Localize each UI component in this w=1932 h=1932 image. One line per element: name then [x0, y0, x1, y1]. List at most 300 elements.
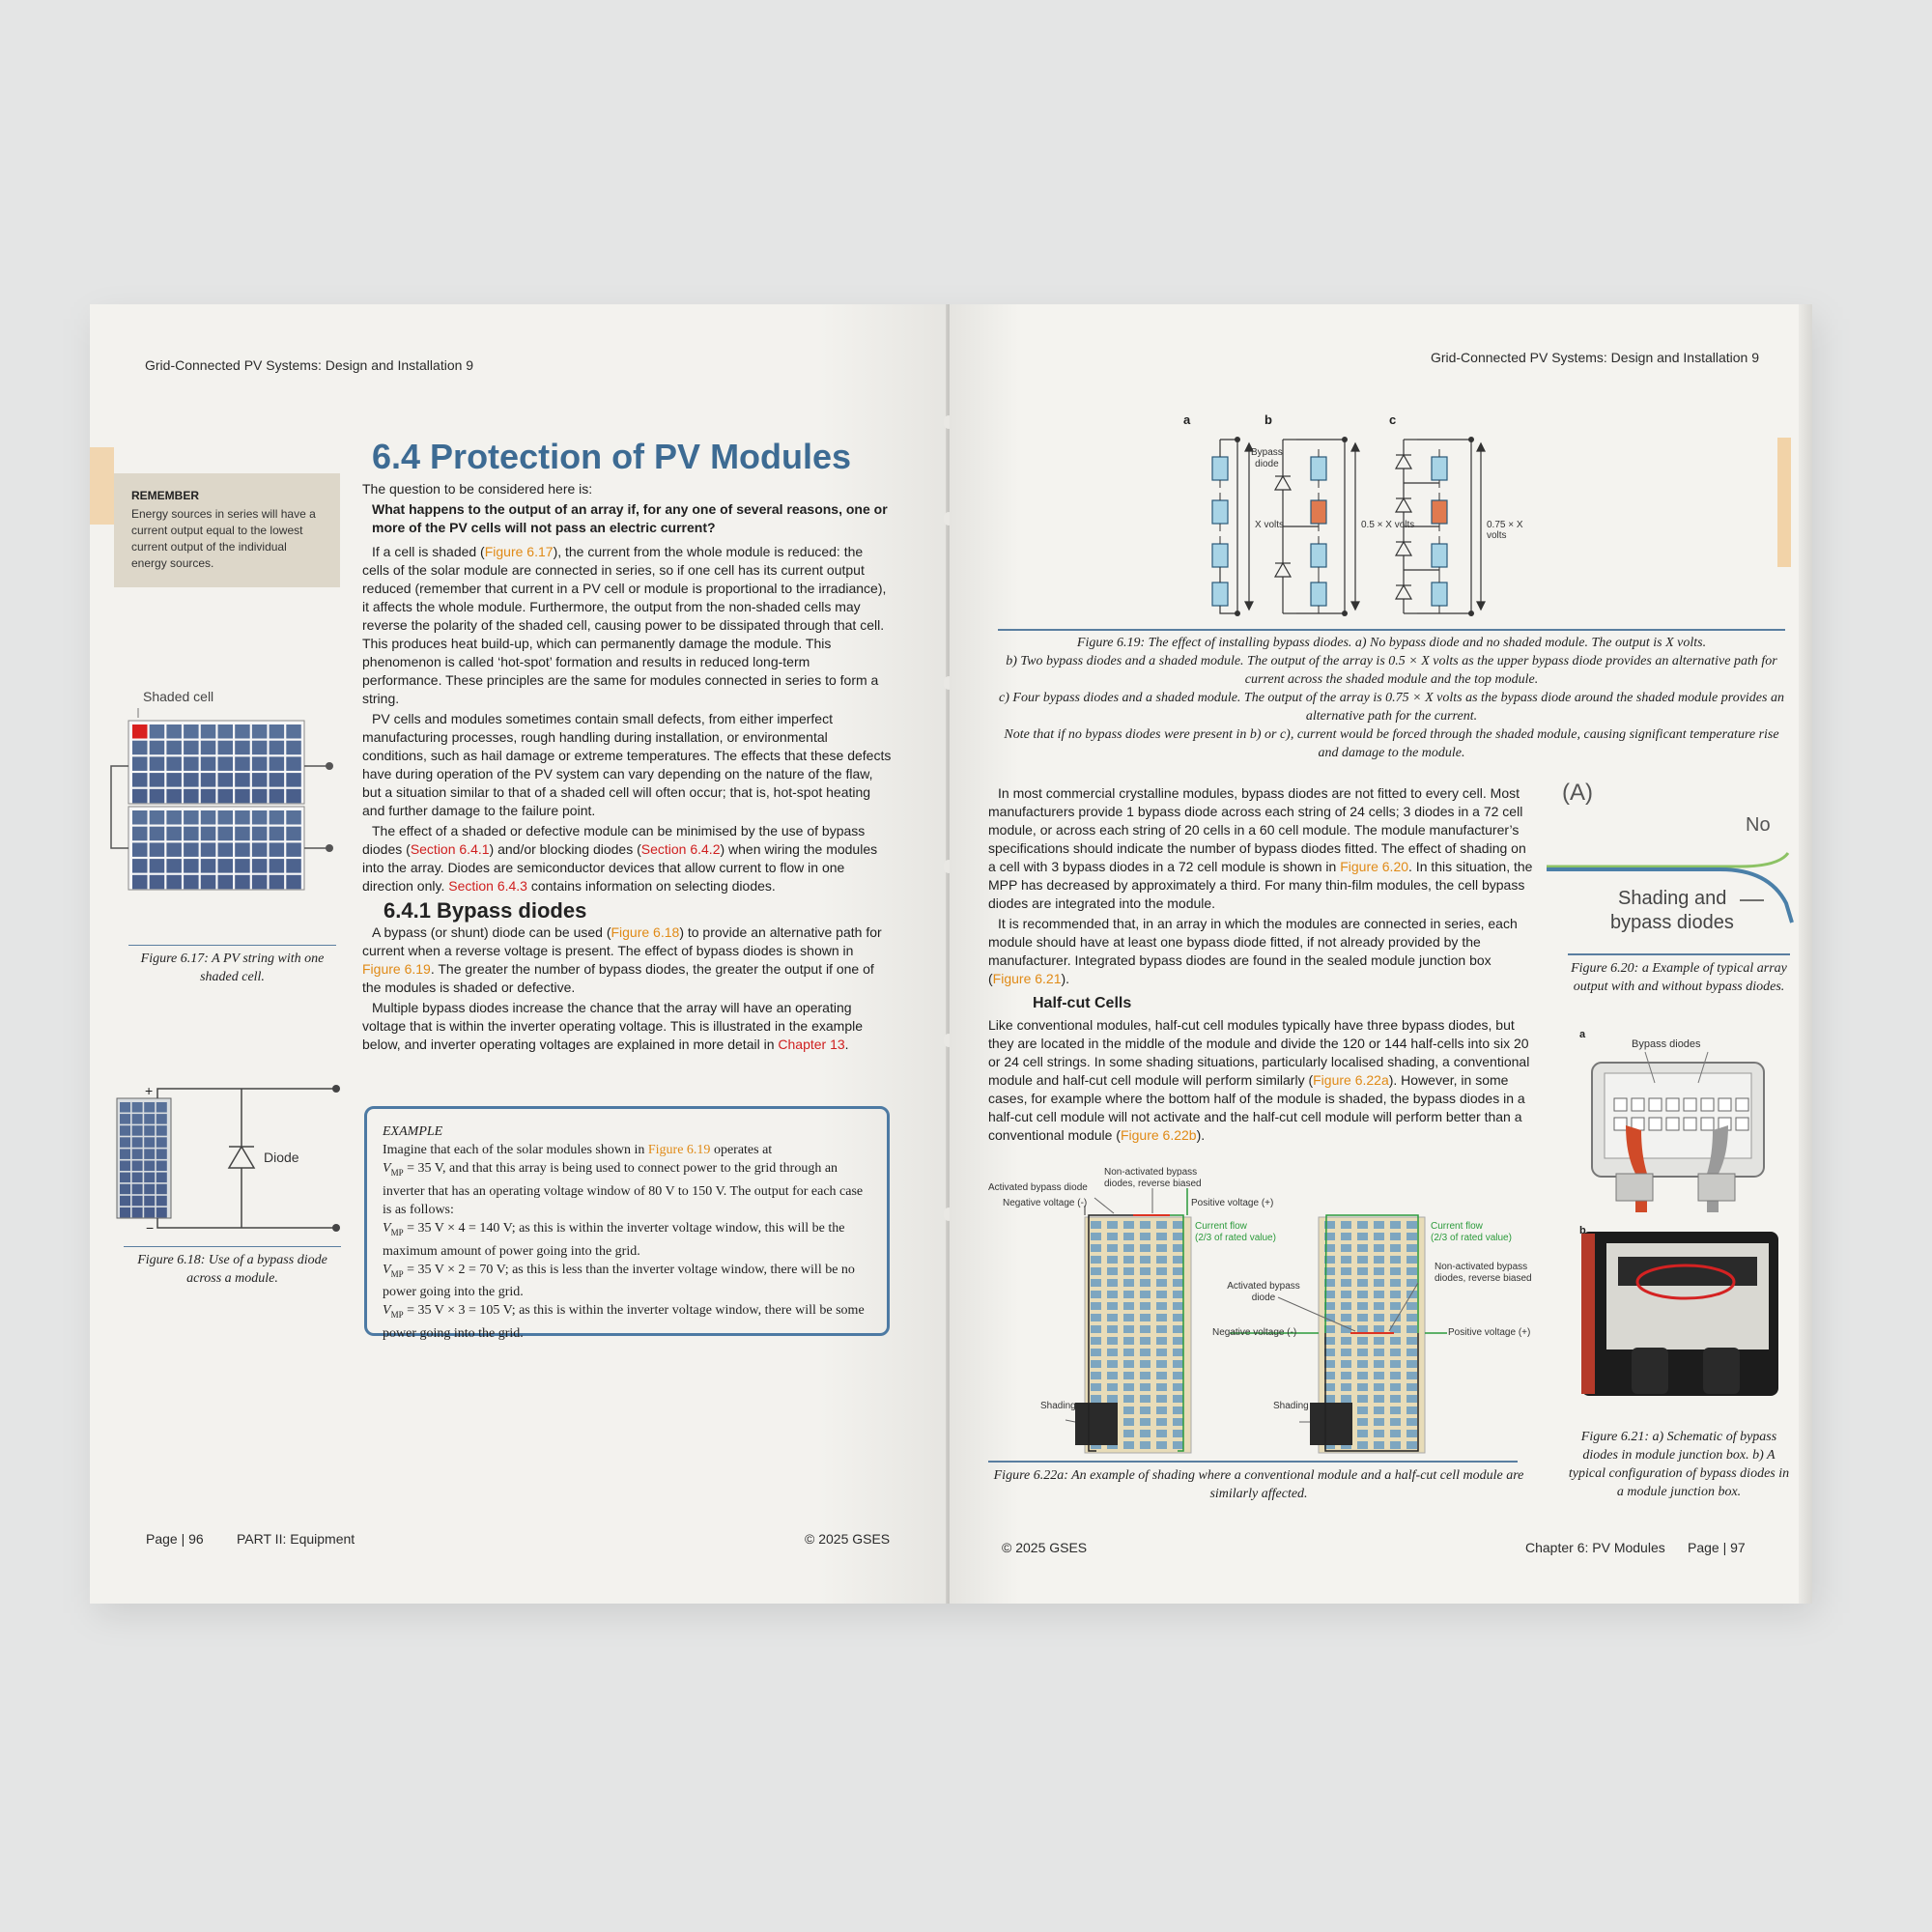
- module-cell: [1123, 1291, 1134, 1298]
- activated-diode-label: Activated bypass diode: [988, 1182, 1088, 1193]
- module-cell: [1107, 1256, 1118, 1264]
- module-cell: [1173, 1302, 1183, 1310]
- figure-6-17-caption: Figure 6.17: A PV string with one shaded cell.: [140, 952, 325, 984]
- pv-cell: [235, 810, 250, 825]
- negative-voltage-label-2: Negative voltage (-): [1212, 1327, 1297, 1338]
- pv-cell: [144, 1137, 155, 1148]
- module-cell: [1406, 1372, 1417, 1379]
- module-cell: [1123, 1302, 1134, 1310]
- voltage-a: X volts: [1255, 520, 1285, 530]
- module-cell: [1406, 1221, 1417, 1229]
- pv-cell: [218, 756, 234, 771]
- module-cell: [1091, 1267, 1101, 1275]
- module-cell: [1140, 1221, 1151, 1229]
- module-cell: [1390, 1430, 1401, 1437]
- link-section-6-4-1[interactable]: Section 6.4.1: [410, 841, 490, 857]
- running-header: Grid-Connected PV Systems: Design and Installation 9: [1430, 350, 1759, 365]
- pv-cell: [156, 1102, 167, 1113]
- pv-cell: [150, 756, 165, 771]
- pv-cell: [235, 724, 250, 739]
- module-cell: [1357, 1395, 1368, 1403]
- module-cell: [1357, 1233, 1368, 1240]
- module-cell: [1156, 1406, 1167, 1414]
- pv-cell: [270, 827, 285, 841]
- module-cell: [1173, 1441, 1183, 1449]
- module-cell: [1156, 1430, 1167, 1437]
- module-cell: [1156, 1267, 1167, 1275]
- pv-cell: [150, 724, 165, 739]
- link-figure-6-20[interactable]: Figure 6.20: [1340, 859, 1409, 874]
- module-cell: [1091, 1221, 1101, 1229]
- module-cell: [1091, 1325, 1101, 1333]
- paragraph-1: If a cell is shaded (Figure 6.17), the current from the whole module is reduced: the cells of the solar module are connected in series, so if one cell has its current output reduced (remember that current in a PV cell or module is proportional to the irradiance), it affects the whole module. Furthermore, the output from the non-shaded cells may reverse the polarity of the shaded cell, causing power to be dissipated through that cell. This produces heat build-up, which can permanently damage the module. This phenomenon is called ‘hot-spot’ formation and results in reduced long-term performance. These principles are the same for modules connected in series to form a string.: [362, 544, 887, 706]
- module-cell: [1374, 1267, 1384, 1275]
- page-number: Page | 96: [146, 1531, 204, 1547]
- pv-cell: [156, 1161, 167, 1172]
- pv-cell: [120, 1137, 130, 1148]
- junction-box-illustrations: [1568, 1029, 1790, 1415]
- chart-label-a: (A): [1562, 780, 1593, 806]
- module-cell: [1173, 1395, 1183, 1403]
- pv-cell: [184, 724, 199, 739]
- module-cell: [1173, 1430, 1183, 1437]
- pv-cell: [218, 842, 234, 857]
- pv-cell: [286, 756, 301, 771]
- pv-cell: [144, 1114, 155, 1124]
- module-cell: [1390, 1372, 1401, 1379]
- module-cell: [1406, 1337, 1417, 1345]
- module-cell: [1107, 1337, 1118, 1345]
- module-cell: [1107, 1325, 1118, 1333]
- pv-cell: [252, 741, 268, 755]
- pv-cell: [120, 1161, 130, 1172]
- pv-cell: [150, 741, 165, 755]
- module-cell: [1341, 1337, 1351, 1345]
- pv-cell: [166, 789, 182, 804]
- figure-6-19-caption: Figure 6.19: The effect of installing bypass diodes. a) No bypass diode and no shaded module. The output is X volts. b) Two bypass diodes and a shaded module. The output of the array is 0.5 × X volts as the upper bypass diode provides an alternative path for current across the shaded module and the top module. c) Four bypass diodes and a shaded module. The output of the array is 0.75 × X volts as the bypass diode around the shaded module provides an alternative path for the current. Note that if no bypass diodes were present in b) or c), current would be forced through the shaded module, causing significant temperature rise and damage to the module.: [999, 636, 1784, 760]
- module-cell: [1156, 1233, 1167, 1240]
- module-cell: [1406, 1418, 1417, 1426]
- module-cell: [1406, 1244, 1417, 1252]
- figure-6-22a: [988, 1169, 1539, 1459]
- terminal-screw: [1632, 1098, 1644, 1111]
- pv-cell: [132, 741, 148, 755]
- module-cell: [1107, 1372, 1118, 1379]
- pv-cell: [132, 875, 148, 890]
- module-cell: [1357, 1267, 1368, 1275]
- module-cell: [1357, 1244, 1368, 1252]
- module-cell: [1107, 1395, 1118, 1403]
- pv-cell: [286, 724, 301, 739]
- pv-cell: [218, 724, 234, 739]
- module-cell: [1123, 1337, 1134, 1345]
- pv-cell: [144, 1208, 155, 1218]
- pv-cell: [156, 1125, 167, 1136]
- legend-no: No: [1746, 814, 1771, 836]
- module-cell: [1390, 1395, 1401, 1403]
- module-cell: [1140, 1395, 1151, 1403]
- module-cell: [1107, 1302, 1118, 1310]
- module-cell: [1156, 1349, 1167, 1356]
- pv-cell: [235, 859, 250, 873]
- pv-cell: [201, 741, 216, 755]
- module-cell: [1123, 1430, 1134, 1437]
- module-cell: [1173, 1349, 1183, 1356]
- label-c: c: [1389, 412, 1397, 427]
- pv-cell: [201, 875, 216, 890]
- pv-cell: [150, 789, 165, 804]
- module-cell: [1107, 1291, 1118, 1298]
- example-case-3: $V_{MP} = 35$ V × 3 = 105 V; as this is within the inverter voltage window, there will be some power going into the grid.: [383, 1303, 865, 1342]
- shading-label-2: Shading: [1273, 1401, 1309, 1411]
- link-figure-6-21[interactable]: Figure 6.21: [992, 971, 1062, 986]
- pv-cell: [201, 789, 216, 804]
- link-figure-6-19-example[interactable]: Figure 6.19: [647, 1143, 711, 1157]
- pv-cell: [235, 842, 250, 857]
- pv-cell: [252, 859, 268, 873]
- link-section-6-4-2[interactable]: Section 6.4.2: [640, 841, 721, 857]
- pv-cell: [286, 810, 301, 825]
- pv-cell: [144, 1196, 155, 1207]
- module-cell: [1406, 1256, 1417, 1264]
- module-cell: [1123, 1233, 1134, 1240]
- pv-cell: [150, 827, 165, 841]
- module-cell: [1173, 1244, 1183, 1252]
- module-cell: [1390, 1221, 1401, 1229]
- module-cell: [1341, 1244, 1351, 1252]
- module-cell: [1091, 1302, 1101, 1310]
- module-cell: [1123, 1221, 1134, 1229]
- pv-cell: [144, 1184, 155, 1195]
- pv-cell: [252, 842, 268, 857]
- pv-cell: [184, 773, 199, 787]
- label-b: b: [1264, 412, 1272, 427]
- module-cell: [1140, 1314, 1151, 1321]
- pv-cell: [201, 827, 216, 841]
- module-cell: [1123, 1314, 1134, 1321]
- pv-cell: [218, 810, 234, 825]
- module-cell: [1173, 1418, 1183, 1426]
- minus-sign: −: [146, 1220, 155, 1236]
- module-cell: [1357, 1372, 1368, 1379]
- pv-cell: [120, 1208, 130, 1218]
- pv-cell: [270, 810, 285, 825]
- module-cell: [1374, 1256, 1384, 1264]
- pv-cell: [156, 1149, 167, 1159]
- pv-cell: [132, 1125, 143, 1136]
- intro-text: The question to be considered here is:: [362, 481, 593, 497]
- module-cell: [1341, 1291, 1351, 1298]
- pv-cell: [166, 756, 182, 771]
- pv-cell: [156, 1184, 167, 1195]
- module-cell: [1107, 1279, 1118, 1287]
- module-cell: [1091, 1349, 1101, 1356]
- pv-cell: [150, 875, 165, 890]
- page-number: Page | 97: [1688, 1540, 1746, 1555]
- part-label: PART II: Equipment: [237, 1531, 355, 1547]
- diode-label: Diode: [264, 1150, 299, 1165]
- module-cell: [1173, 1360, 1183, 1368]
- pv-module: [1212, 457, 1228, 480]
- module-cell: [1341, 1395, 1351, 1403]
- half-cut-title: Half-cut Cells: [1033, 995, 1132, 1011]
- pv-cell: [132, 724, 148, 739]
- pv-cell: [166, 773, 182, 787]
- module-cell: [1357, 1279, 1368, 1287]
- module-cell: [1140, 1406, 1151, 1414]
- module-cell: [1357, 1383, 1368, 1391]
- module-cell: [1091, 1314, 1101, 1321]
- pv-cell: [144, 1125, 155, 1136]
- pv-cell: [156, 1173, 167, 1183]
- terminal-screw: [1684, 1118, 1696, 1130]
- copyright: © 2025 GSES: [805, 1531, 891, 1547]
- fig-rule: [128, 945, 336, 946]
- module-cell: [1107, 1349, 1118, 1356]
- module-cell: [1357, 1349, 1368, 1356]
- module-cell: [1341, 1349, 1351, 1356]
- module-cell: [1390, 1406, 1401, 1414]
- pv-cell: [184, 859, 199, 873]
- figure-6-18: [109, 1077, 341, 1251]
- module-cell: [1140, 1360, 1151, 1368]
- module-cell: [1357, 1360, 1368, 1368]
- example-case-1: $V_{MP} = 35$ V × 4 = 140 V; as this is within the inverter voltage window, this will be the maximum amount of power going into the grid.: [383, 1220, 845, 1259]
- module-cell: [1341, 1314, 1351, 1321]
- pv-cell: [218, 789, 234, 804]
- pv-cell: [201, 842, 216, 857]
- pv-cell: [286, 789, 301, 804]
- module-cell: [1374, 1244, 1384, 1252]
- module-cell: [1374, 1383, 1384, 1391]
- module-cell: [1107, 1314, 1118, 1321]
- pv-cell: [132, 827, 148, 841]
- pv-cell: [120, 1184, 130, 1195]
- link-chapter-13[interactable]: Chapter 13: [778, 1037, 845, 1052]
- module-cell: [1140, 1267, 1151, 1275]
- link-section-6-4-3[interactable]: Section 6.4.3: [448, 878, 527, 894]
- module-cell: [1374, 1314, 1384, 1321]
- module-cell: [1173, 1267, 1183, 1275]
- module-cell: [1173, 1383, 1183, 1391]
- page-tab: [1777, 438, 1791, 567]
- pv-cell: [166, 724, 182, 739]
- link-figure-6-18[interactable]: Figure 6.18: [611, 924, 680, 940]
- module-cell: [1357, 1291, 1368, 1298]
- module-cell: [1156, 1337, 1167, 1345]
- module-cell: [1374, 1291, 1384, 1298]
- module-cell: [1107, 1244, 1118, 1252]
- module-cell: [1374, 1279, 1384, 1287]
- module-cell: [1156, 1383, 1167, 1391]
- shaded-cell-label: Shaded cell: [143, 689, 214, 704]
- figure-6-21-caption: Figure 6.21: a) Schematic of bypass diodes in module junction box. b) A typical configuration of bypass diodes in a module junction box.: [1568, 1430, 1790, 1499]
- module-cell: [1140, 1349, 1151, 1356]
- module-cell: [1123, 1325, 1134, 1333]
- shading-module-diagrams: [988, 1169, 1539, 1459]
- module-cell: [1156, 1256, 1167, 1264]
- current-flow-label: Current flow (2/3 of rated value): [1195, 1221, 1276, 1243]
- module-cell: [1357, 1337, 1368, 1345]
- module-cell: [1173, 1221, 1183, 1229]
- module-cell: [1390, 1233, 1401, 1240]
- module-cell: [1156, 1395, 1167, 1403]
- pv-cell: [156, 1196, 167, 1207]
- pv-cell: [235, 756, 250, 771]
- pv-module: [1432, 582, 1447, 606]
- link-figure-6-17[interactable]: Figure 6.17: [484, 544, 554, 559]
- module-cell: [1406, 1267, 1417, 1275]
- pv-cell: [150, 773, 165, 787]
- pv-cell: [235, 789, 250, 804]
- pv-cell: [166, 875, 182, 890]
- pv-module: [1432, 544, 1447, 567]
- module-cell: [1406, 1441, 1417, 1449]
- pv-cell: [286, 741, 301, 755]
- module-cell: [1123, 1279, 1134, 1287]
- paragraph-2: PV cells and modules sometimes contain small defects, from either imperfect manufacturing processes, rough handling during installation, or environmental conditions, such as hail damage or extreme temperatures. The effects that these defects have during operation of the PV system can vary depending on the nature of the flaw, but a situation similar to that of a shaded cell will often occur; that is, hot-spot heating and further damage to the failure point.: [362, 711, 892, 818]
- link-figure-6-22b[interactable]: Figure 6.22b: [1120, 1127, 1197, 1143]
- fig-rule: [124, 1246, 341, 1247]
- terminal-screw: [1649, 1098, 1662, 1111]
- link-figure-6-19[interactable]: Figure 6.19: [362, 961, 431, 977]
- figure-6-21: [1568, 1029, 1790, 1415]
- pv-cell: [270, 875, 285, 890]
- pv-cell: [270, 789, 285, 804]
- pv-cell: [270, 724, 285, 739]
- pv-cell: [270, 773, 285, 787]
- module-cell: [1374, 1349, 1384, 1356]
- module-cell: [1173, 1337, 1183, 1345]
- module-cell: [1406, 1302, 1417, 1310]
- pv-cell: [132, 842, 148, 857]
- pv-module: [1311, 582, 1326, 606]
- module-cell: [1390, 1279, 1401, 1287]
- pv-cell: [252, 875, 268, 890]
- module-cell: [1091, 1279, 1101, 1287]
- figure-6-22a-caption: Figure 6.22a: An example of shading where a conventional module and a half-cut cell module are similarly affected.: [993, 1468, 1524, 1501]
- module-cell: [1406, 1314, 1417, 1321]
- pv-cell: [132, 1149, 143, 1159]
- module-cell: [1091, 1395, 1101, 1403]
- module-cell: [1357, 1406, 1368, 1414]
- pv-cell: [184, 756, 199, 771]
- pv-cell: [166, 827, 182, 841]
- module-cell: [1357, 1418, 1368, 1426]
- pv-cell: [132, 1196, 143, 1207]
- pv-cell: [132, 1173, 143, 1183]
- module-cell: [1156, 1372, 1167, 1379]
- pv-cell: [166, 842, 182, 857]
- pv-cell: [286, 842, 301, 857]
- module-cell: [1357, 1430, 1368, 1437]
- module-cell: [1156, 1221, 1167, 1229]
- figure-6-17: [109, 689, 341, 921]
- pv-cell: [132, 756, 148, 771]
- module-cell: [1140, 1441, 1151, 1449]
- paragraph-2: It is recommended that, in an array in which the modules are connected in series, each module should have at least one bypass diode fitted, if not already provided by the manufacturer. Integrated bypass diodes are found in the sealed module junction box (Figure 6.21).: [988, 916, 1518, 986]
- pv-cell: [252, 810, 268, 825]
- fig-rule: [988, 1461, 1518, 1463]
- module-cell: [1374, 1360, 1384, 1368]
- module-cell: [1406, 1360, 1417, 1368]
- pv-cell: [201, 810, 216, 825]
- module-cell: [1406, 1233, 1417, 1240]
- module-cell: [1091, 1383, 1101, 1391]
- pv-cell: [144, 1149, 155, 1159]
- figure-6-19: [1183, 412, 1539, 633]
- module-cell: [1406, 1406, 1417, 1414]
- pv-cell: [144, 1173, 155, 1183]
- pv-cell: [184, 875, 199, 890]
- module-cell: [1156, 1302, 1167, 1310]
- module-cell: [1390, 1267, 1401, 1275]
- fig-rule: [1568, 953, 1790, 955]
- label-a: a: [1579, 1029, 1586, 1040]
- remember-tab: [90, 447, 114, 525]
- module-cell: [1406, 1279, 1417, 1287]
- module-cell: [1341, 1279, 1351, 1287]
- module-cell: [1173, 1406, 1183, 1414]
- section-title: 6.4 Protection of PV Modules: [372, 437, 852, 476]
- pv-cell: [144, 1102, 155, 1113]
- pv-cell: [252, 789, 268, 804]
- module-cell: [1357, 1221, 1368, 1229]
- link-figure-6-22a[interactable]: Figure 6.22a: [1313, 1072, 1389, 1088]
- pv-cell: [270, 756, 285, 771]
- module-cell: [1357, 1441, 1368, 1449]
- module-cell: [1374, 1418, 1384, 1426]
- module-cell: [1374, 1302, 1384, 1310]
- paragraph-1: In most commercial crystalline modules, bypass diodes are not fitted to every cell. Most manufacturers provide 1 bypass diode across each string of 24 cells; 3 diodes in a 72 cell module, or across each string of 20 cells in a 60 cell module. The module manufacturer’s specifications should indicate the number of bypass diodes fitted. The effect of shading on a cell with 3 bypass diodes in a 72 cell module is shown in Figure 6.20. In this situation, the MPP has decreased by approximately a third. For many thin-film modules, the cell bypass diodes are integrated into the module.: [988, 785, 1533, 911]
- figure-6-20-chart: [1547, 778, 1798, 933]
- module-cell: [1091, 1360, 1101, 1368]
- pv-cell: [252, 756, 268, 771]
- pv-cell: [235, 875, 250, 890]
- module-cell: [1374, 1372, 1384, 1379]
- pv-cell: [270, 842, 285, 857]
- pv-cell: [120, 1173, 130, 1183]
- pv-cell: [235, 827, 250, 841]
- module-cell: [1173, 1314, 1183, 1321]
- paragraph-3: Like conventional modules, half-cut cell modules typically have three bypass diodes, but they are located in the middle of the module and divide the 120 or 144 half-cells into six 20 or 24 cell strings. In some shading situations, particularly localised shading, a conventional module and half-cut cell module will perform similarly (Figure 6.22a). However, in some cases, for example where the bottom half of the module is shaded, the bypass diodes in a half-cut cell module will not activate and the half-cut cell module will perform better than a conventional module (Figure 6.22b).: [988, 1017, 1530, 1143]
- module-cell: [1123, 1360, 1134, 1368]
- module-cell: [1156, 1279, 1167, 1287]
- terminal-screw: [1701, 1118, 1714, 1130]
- module-cell: [1107, 1383, 1118, 1391]
- pv-cell: [156, 1208, 167, 1218]
- module-cell: [1140, 1383, 1151, 1391]
- pv-cell: [132, 1137, 143, 1148]
- module-cell: [1374, 1441, 1384, 1449]
- module-cell: [1390, 1349, 1401, 1356]
- negative-voltage-label: Negative voltage (-): [1003, 1198, 1088, 1208]
- terminal-screw: [1719, 1098, 1731, 1111]
- module-cell: [1156, 1291, 1167, 1298]
- module-cell: [1123, 1441, 1134, 1449]
- right-page: [950, 304, 1812, 1604]
- module-cell: [1173, 1279, 1183, 1287]
- module-cell: [1123, 1267, 1134, 1275]
- module-cell: [1406, 1325, 1417, 1333]
- legend-shading-cut: bypass diodes: [1610, 912, 1734, 933]
- module-cell: [1390, 1291, 1401, 1298]
- pv-cell: [132, 1102, 143, 1113]
- module-cell: [1390, 1441, 1401, 1449]
- pv-module: [1212, 582, 1228, 606]
- pv-cell: [252, 827, 268, 841]
- pv-module: [1311, 500, 1326, 524]
